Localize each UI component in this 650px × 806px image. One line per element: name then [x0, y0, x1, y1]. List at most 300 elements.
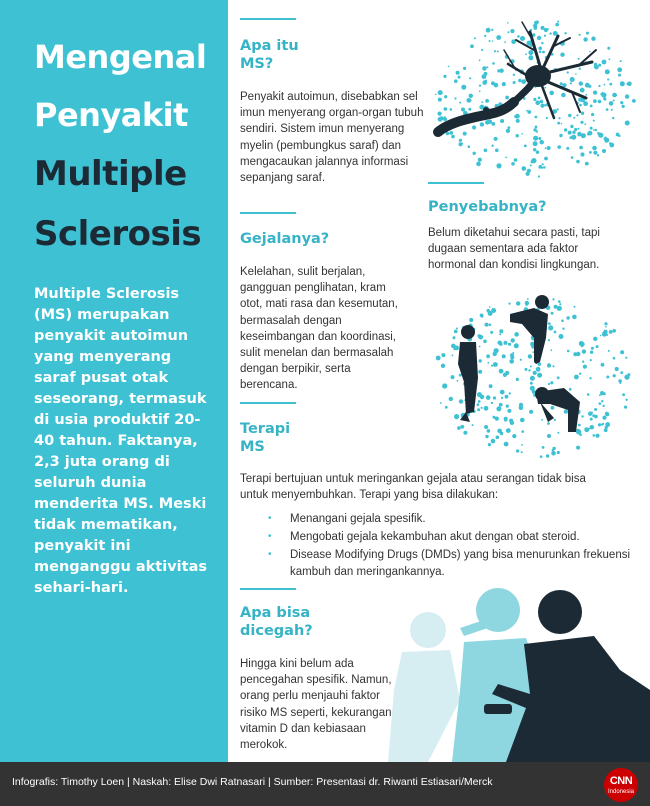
halo-dot — [479, 85, 481, 87]
halo-dot — [560, 82, 563, 85]
halo-dot — [528, 50, 533, 55]
heading-gejala: Gejalanya? — [240, 231, 330, 247]
halo-dot — [477, 403, 480, 406]
halo-dot — [476, 162, 481, 167]
bullet-icon: • — [268, 513, 272, 524]
halo-dot — [576, 114, 578, 116]
halo-dot — [481, 407, 483, 409]
halo-dot — [486, 66, 488, 68]
halo-dot — [576, 429, 581, 434]
halo-dot — [544, 87, 546, 89]
halo-dot — [599, 402, 602, 405]
halo-dot — [605, 322, 607, 324]
halo-dot — [612, 329, 616, 333]
halo-dot — [587, 393, 590, 396]
halo-dot — [593, 434, 596, 437]
halo-dot — [572, 131, 575, 134]
halo-dot — [521, 430, 524, 433]
halo-dot — [557, 451, 560, 454]
heading-dicegah-line-2: dicegah? — [240, 623, 313, 639]
halo-dot — [478, 335, 483, 340]
halo-dot — [550, 381, 553, 384]
halo-dot — [453, 348, 456, 351]
halo-dot — [620, 371, 623, 374]
halo-dot — [480, 122, 484, 126]
halo-dot — [601, 400, 603, 402]
halo-dot — [458, 76, 461, 79]
halo-dot — [607, 78, 609, 80]
halo-dot — [579, 68, 581, 70]
halo-dot — [568, 131, 572, 135]
halo-dot — [521, 133, 523, 135]
halo-dot — [461, 85, 466, 90]
halo-dot — [544, 35, 546, 37]
halo-dot — [567, 350, 570, 353]
footer-credit: Infografis: Timothy Loen | Naskah: Elise Dwi Ratnasari | Sumber: Presentasi dr. Riwanti Estiasari/Merck — [12, 776, 493, 788]
halo-dot — [528, 369, 530, 371]
halo-dot — [595, 129, 597, 131]
halo-dot — [503, 341, 507, 345]
halo-dot — [479, 90, 481, 92]
halo-dot — [529, 410, 533, 414]
halo-dot — [549, 32, 551, 34]
halo-dot — [463, 431, 467, 435]
halo-dot — [528, 55, 533, 60]
halo-dot — [606, 334, 608, 336]
halo-dot — [545, 147, 547, 149]
halo-dot — [506, 129, 510, 133]
halo-dot — [493, 363, 496, 366]
halo-dot — [620, 101, 623, 104]
halo-dot — [538, 175, 540, 177]
halo-dot — [492, 62, 495, 65]
halo-dot — [516, 378, 519, 381]
halo-dot — [582, 361, 584, 363]
halo-dot — [613, 100, 615, 102]
heading-terapi — [240, 420, 290, 456]
halo-dot — [602, 416, 606, 420]
halo-dot — [537, 36, 541, 40]
halo-dot — [548, 325, 553, 330]
halo-dot — [574, 128, 577, 131]
halo-dot — [498, 341, 502, 345]
halo-dot — [593, 91, 597, 95]
halo-dot — [496, 35, 501, 40]
halo-dot — [548, 339, 550, 341]
halo-dot — [561, 123, 563, 125]
halo-dot — [533, 128, 536, 131]
halo-dot — [470, 44, 474, 48]
halo-dot — [513, 74, 515, 76]
halo-dot — [573, 352, 577, 356]
halo-dot — [559, 303, 561, 305]
bullet-text: Mengobati gejala kekambuhan akut dengan obat steroid. — [290, 531, 580, 544]
halo-dot — [590, 351, 593, 354]
halo-dot — [499, 329, 503, 333]
halo-dot — [546, 117, 548, 119]
halo-dot — [483, 340, 487, 344]
halo-dot — [617, 67, 622, 72]
halo-dot — [487, 362, 489, 364]
body-gejala: Kelelahan, sulit berjalan, gangguan penglihatan, kram otot, mati rasa dan kesemutan, bermasalah dengan keseimbangan dan koordinasi, sulit menelan dan bermasalah dengan berpikir, serta berencana. — [240, 266, 398, 392]
halo-dot — [495, 149, 499, 153]
halo-dot — [463, 67, 466, 70]
halo-dot — [525, 368, 528, 371]
halo-dot — [570, 125, 573, 128]
halo-dot — [484, 406, 489, 411]
halo-dot — [583, 37, 587, 41]
halo-dot — [552, 365, 554, 367]
halo-dot — [487, 429, 491, 433]
halo-dot — [625, 94, 629, 98]
body-penyebab: Belum diketahui secara pasti, tapi dugaan sementara ada faktor hormonal dan kondisi lingkungan. — [428, 227, 600, 272]
halo-dot — [554, 419, 556, 421]
halo-dot — [547, 146, 551, 150]
title-line-4: Sclerosis — [34, 214, 202, 254]
halo-dot — [625, 357, 627, 359]
halo-dot — [591, 347, 594, 350]
halo-dot — [525, 53, 527, 55]
halo-dot — [578, 58, 580, 60]
halo-dot — [438, 112, 442, 116]
halo-dot — [544, 157, 548, 161]
halo-dot — [592, 414, 595, 417]
halo-dot — [613, 357, 616, 360]
halo-dot — [496, 163, 501, 168]
halo-dot — [530, 164, 532, 166]
halo-dot — [485, 120, 490, 125]
halo-dot — [574, 375, 579, 380]
halo-dot — [557, 122, 560, 125]
halo-dot — [524, 145, 527, 148]
halo-dot — [583, 365, 587, 369]
halo-dot — [484, 425, 488, 429]
body-apa-itu: Penyakit autoimun, disebabkan sel imun menyerang organ-organ tubuh sendiri. Sistem imun menyerang myelin (pembungkus saraf) dan mengacaukan jalannya informasi sepanjang saraf. — [240, 91, 424, 185]
halo-dot — [459, 374, 462, 377]
halo-dot — [622, 393, 625, 396]
halo-dot — [478, 370, 482, 374]
halo-dot — [497, 429, 502, 434]
halo-dot — [569, 388, 572, 391]
halo-dot — [559, 134, 562, 137]
halo-dot — [454, 97, 456, 99]
heading-terapi-line-2: MS — [240, 439, 265, 455]
halo-dot — [499, 403, 503, 407]
halo-dot — [491, 402, 493, 404]
halo-dot — [538, 97, 541, 100]
divider — [240, 588, 296, 590]
halo-dot — [543, 166, 546, 169]
halo-dot — [504, 41, 506, 43]
halo-dot — [507, 31, 509, 33]
halo-dot — [478, 158, 482, 162]
divider — [240, 402, 296, 404]
halo-dot — [551, 312, 554, 315]
halo-dot — [548, 383, 550, 385]
halo-dot — [611, 109, 613, 111]
bullet-text: Disease Modifying Drugs (DMDs) yang bisa menurunkan frekuensi kambuh dan meringankannya. — [290, 549, 631, 578]
footer — [0, 762, 650, 806]
halo-dot — [516, 119, 520, 123]
halo-dot — [444, 116, 446, 118]
halo-dot — [459, 139, 462, 142]
halo-dot — [451, 135, 455, 139]
halo-dot — [493, 416, 496, 419]
cnn-logo-text: CNN — [609, 775, 633, 787]
halo-dot — [456, 71, 460, 75]
halo-dot — [441, 353, 445, 357]
halo-dot — [555, 23, 559, 27]
halo-dot — [504, 442, 509, 447]
halo-dot — [533, 148, 536, 151]
halo-dot — [494, 137, 498, 141]
halo-dot — [535, 101, 540, 106]
halo-dot — [449, 397, 453, 401]
divider — [240, 18, 296, 20]
halo-dot — [445, 406, 448, 409]
halo-dot — [459, 399, 463, 403]
halo-dot — [613, 374, 616, 377]
halo-dot — [618, 379, 622, 383]
halo-dot — [533, 98, 536, 101]
halo-dot — [598, 85, 600, 87]
halo-dot — [521, 79, 526, 84]
heading-apa-itu — [240, 37, 299, 73]
halo-dot — [542, 163, 544, 165]
heading-apa-itu-line-2: MS? — [240, 56, 274, 72]
halo-dot — [584, 427, 589, 432]
halo-dot — [516, 301, 520, 305]
halo-dot — [508, 343, 511, 346]
halo-dot — [625, 121, 630, 126]
halo-dot — [485, 323, 489, 327]
halo-dot — [472, 424, 474, 426]
halo-dot — [527, 110, 531, 114]
halo-dot — [608, 350, 610, 352]
halo-dot — [521, 444, 523, 446]
halo-dot — [448, 66, 450, 68]
halo-dot — [505, 371, 509, 375]
halo-dot — [624, 406, 627, 409]
halo-dot — [539, 51, 542, 54]
halo-dot — [598, 423, 601, 426]
halo-dot — [479, 346, 481, 348]
halo-dot — [514, 332, 519, 337]
halo-dot — [603, 392, 606, 395]
halo-dot — [564, 128, 567, 131]
halo-dot — [550, 349, 552, 351]
halo-dot — [576, 160, 580, 164]
halo-dot — [499, 369, 504, 374]
halo-dot — [440, 116, 444, 120]
halo-dot — [598, 133, 603, 138]
halo-dot — [441, 364, 445, 368]
halo-dot — [605, 69, 610, 74]
halo-dot — [536, 367, 541, 372]
halo-dot — [564, 32, 566, 34]
halo-dot — [536, 151, 539, 154]
title-line-3: Multiple — [34, 154, 187, 194]
halo-dot — [526, 110, 528, 112]
halo-dot — [568, 114, 571, 117]
halo-dot — [485, 80, 487, 82]
halo-dot — [486, 354, 490, 358]
halo-dot — [489, 40, 491, 42]
halo-dot — [486, 28, 491, 33]
halo-dot — [499, 69, 503, 73]
halo-dot — [604, 84, 606, 86]
halo-dot — [454, 414, 459, 419]
halo-dot — [601, 423, 603, 425]
halo-dot — [489, 306, 491, 308]
halo-dot — [484, 35, 486, 37]
halo-dot — [508, 126, 511, 129]
halo-dot — [579, 104, 582, 107]
halo-dot — [593, 120, 595, 122]
heading-apa-itu-line-1: Apa itu — [240, 38, 299, 54]
halo-dot — [519, 405, 524, 410]
halo-dot — [505, 157, 507, 159]
halo-dot — [602, 60, 607, 65]
halo-dot — [557, 108, 559, 110]
halo-dot — [605, 326, 607, 328]
halo-dot — [575, 73, 577, 75]
halo-dot — [511, 338, 515, 342]
halo-dot — [443, 75, 446, 78]
halo-dot — [481, 101, 483, 103]
title-line-1: Mengenal — [34, 38, 207, 76]
halo-dot — [500, 390, 505, 395]
halo-dot — [442, 383, 447, 388]
halo-dot — [491, 439, 496, 444]
halo-dot — [509, 359, 514, 364]
halo-dot — [551, 451, 556, 456]
halo-dot — [580, 121, 583, 124]
halo-dot — [520, 36, 525, 41]
halo-dot — [540, 104, 544, 108]
halo-dot — [526, 172, 530, 176]
halo-dot — [488, 443, 491, 446]
halo-dot — [507, 22, 509, 24]
halo-dot — [478, 393, 481, 396]
halo-dot — [605, 422, 610, 427]
halo-dot — [514, 343, 519, 348]
halo-dot — [542, 446, 545, 449]
halo-dot — [609, 83, 612, 86]
halo-dot — [506, 405, 509, 408]
heading-dicegah-line-1: Apa bisa — [240, 605, 311, 621]
halo-dot — [583, 101, 588, 106]
intro-text: Multiple Sclerosis (MS) merupakan penyakit autoimun yang menyerang saraf pusat otak seseorang, termasuk di usia produktif 20-40 tahun. Faktanya, 2,3 juta orang di seluruh dunia menderita MS. Meski tidak mematikan, penyakit ini menganggu aktivitas sehari-hari. — [34, 286, 207, 596]
halo-dot — [486, 395, 491, 400]
halo-dot — [493, 396, 496, 399]
halo-dot — [469, 94, 473, 98]
halo-dot — [525, 301, 529, 305]
halo-dot — [459, 102, 461, 104]
title-line-2: Penyakit — [34, 96, 188, 134]
halo-dot — [552, 298, 554, 300]
halo-dot — [454, 330, 458, 334]
halo-dot — [534, 21, 538, 25]
bullet-icon: • — [268, 549, 272, 561]
halo-dot — [440, 402, 442, 404]
halo-dot — [558, 300, 561, 303]
halo-dot — [541, 419, 543, 421]
halo-dot — [494, 83, 499, 88]
halo-dot — [580, 152, 584, 156]
halo-dot — [530, 386, 535, 391]
halo-dot — [509, 392, 511, 394]
halo-dot — [463, 132, 467, 136]
halo-dot — [604, 428, 608, 432]
halo-dot — [566, 316, 569, 319]
halo-dot — [538, 137, 541, 140]
halo-dot — [602, 92, 604, 94]
halo-dot — [453, 336, 456, 339]
halo-dot — [620, 81, 625, 86]
halo-dot — [491, 29, 493, 31]
bullet-icon: • — [268, 531, 272, 543]
halo-dot — [517, 35, 520, 38]
halo-dot — [530, 366, 532, 368]
halo-dot — [520, 418, 525, 423]
halo-dot — [603, 330, 607, 334]
halo-dot — [496, 406, 501, 411]
halo-dot — [570, 77, 575, 82]
halo-dot — [561, 93, 566, 98]
halo-dot — [508, 303, 510, 305]
halo-dot — [482, 66, 486, 70]
halo-dot — [474, 37, 476, 39]
halo-dot — [590, 425, 594, 429]
halo-dot — [456, 328, 458, 330]
halo-dot — [533, 141, 538, 146]
halo-dot — [516, 134, 519, 137]
list-item — [268, 511, 638, 527]
halo-dot — [541, 42, 543, 44]
halo-dot — [500, 119, 504, 123]
halo-dot — [579, 373, 581, 375]
halo-dot — [588, 412, 592, 416]
halo-dot — [533, 371, 537, 375]
halo-dot — [485, 435, 488, 438]
halo-dot — [590, 418, 593, 421]
halo-dot — [493, 352, 497, 356]
halo-dot — [551, 406, 555, 410]
halo-dot — [547, 434, 551, 438]
halo-dot — [589, 151, 592, 154]
halo-dot — [477, 408, 480, 411]
halo-dot — [589, 377, 591, 379]
halo-dot — [594, 408, 597, 411]
halo-dot — [609, 143, 614, 148]
halo-dot — [510, 421, 514, 425]
halo-dot — [576, 446, 580, 450]
halo-dot — [542, 51, 545, 54]
page-title — [34, 28, 224, 264]
halo-dot — [546, 454, 549, 457]
halo-dot — [506, 428, 511, 433]
halo-dot — [489, 384, 493, 388]
halo-dot — [615, 94, 617, 96]
halo-dot — [540, 100, 544, 104]
halo-dot — [502, 82, 506, 86]
halo-dot — [618, 74, 621, 77]
halo-dot — [557, 21, 559, 23]
halo-dot — [444, 95, 447, 98]
halo-dot — [491, 145, 493, 147]
halo-dot — [457, 426, 461, 430]
